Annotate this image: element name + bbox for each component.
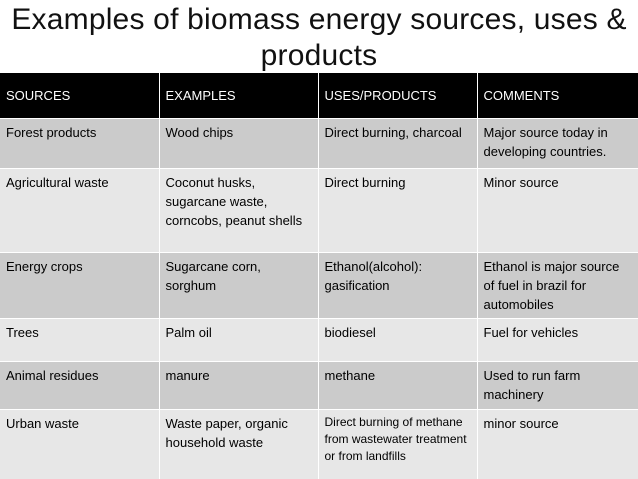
table-row <box>0 168 638 252</box>
table-row <box>0 318 638 361</box>
cell-use: Direct burning, charcoal <box>318 118 477 168</box>
cell-comment: minor source <box>477 409 638 479</box>
header-sources: SOURCES <box>0 73 159 118</box>
cell-use: Direct burning <box>318 168 477 252</box>
table-header-row <box>0 73 638 118</box>
table-row <box>0 361 638 409</box>
cell-comment: Ethanol is major source of fuel in brazil for automobiles <box>477 252 638 318</box>
cell-comment: Fuel for vehicles <box>477 318 638 361</box>
cell-comment: Used to run farm machinery <box>477 361 638 409</box>
cell-source: Animal residues <box>0 361 159 409</box>
table-row <box>0 118 638 168</box>
header-comments: COMMENTS <box>477 73 638 118</box>
header-examples: EXAMPLES <box>159 73 318 118</box>
cell-source: Forest products <box>0 118 159 168</box>
cell-source: Energy crops <box>0 252 159 318</box>
slide-title: Examples of biomass energy sources, uses & products <box>11 3 627 72</box>
cell-use: methane <box>318 361 477 409</box>
cell-source: Trees <box>0 318 159 361</box>
cell-comment: Minor source <box>477 168 638 252</box>
cell-use: Ethanol(alcohol): gasification <box>318 252 477 318</box>
biomass-table <box>0 73 638 479</box>
biomass-table-container <box>0 73 638 479</box>
table-row <box>0 409 638 479</box>
cell-source: Agricultural waste <box>0 168 159 252</box>
cell-use: Direct burning of methane from wastewater treatment or from landfills <box>318 409 477 479</box>
cell-example: Coconut husks, sugarcane waste, corncobs, peanut shells <box>159 168 318 252</box>
header-uses-products: USES/PRODUCTS <box>318 73 477 118</box>
cell-example: Sugarcane corn, sorghum <box>159 252 318 318</box>
cell-comment: Major source today in developing countries. <box>477 118 638 168</box>
table-row <box>0 252 638 318</box>
cell-example: manure <box>159 361 318 409</box>
cell-use: biodiesel <box>318 318 477 361</box>
cell-example: Wood chips <box>159 118 318 168</box>
cell-source: Urban waste <box>0 409 159 479</box>
cell-example: Waste paper, organic household waste <box>159 409 318 479</box>
cell-example: Palm oil <box>159 318 318 361</box>
